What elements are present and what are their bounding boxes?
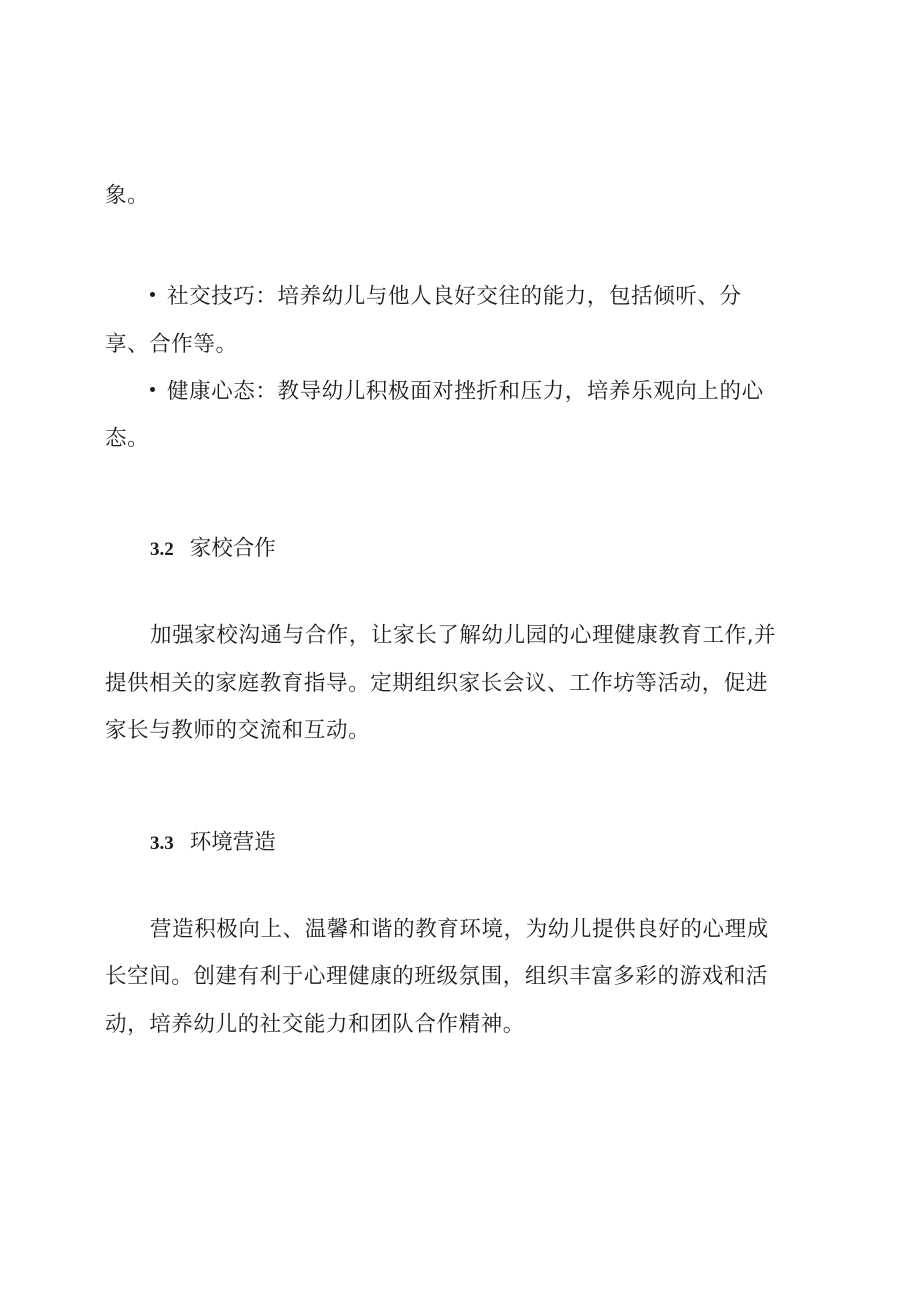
paragraph-line: 长空间。创建有利于心理健康的班级氛围，组织丰富多彩的游戏和活 xyxy=(105,964,769,989)
section-heading-3-3 xyxy=(150,828,276,859)
bullet-icon xyxy=(150,292,155,297)
section-title: 家校合作 xyxy=(189,536,276,561)
paragraph-line: 提供相关的家庭教育指导。定期组织家长会议、工作坊等活动，促进 xyxy=(105,671,769,696)
paragraph-line: 动，培养幼儿的社交能力和团队合作精神。 xyxy=(105,1012,525,1037)
section-title: 环境营造 xyxy=(189,830,276,855)
bullet-item-social-skills-line-1: 社交技巧：培养幼儿与他人良好交往的能力，包括倾听、分 xyxy=(150,282,742,312)
bullet-icon xyxy=(150,387,155,392)
paragraph-line: 加强家校沟通与合作，让家长了解幼儿园的心理健康教育工作,并 xyxy=(150,623,777,648)
intro-tail-text: 象。 xyxy=(105,183,150,208)
paragraph-line: 营造积极向上、温馨和谐的教育环境，为幼儿提供良好的心理成 xyxy=(150,917,769,942)
section-number: 3.2 xyxy=(150,539,174,560)
section-number: 3.3 xyxy=(150,833,174,854)
bullet-item-social-skills-line-2: 享、合作等。 xyxy=(105,332,238,357)
section-heading-3-2 xyxy=(150,534,276,565)
bullet-item-healthy-mindset-line-2: 态。 xyxy=(105,426,150,451)
bullet-item-healthy-mindset-line-1: 健康心态：教导幼儿积极面对挫折和压力，培养乐观向上的心 xyxy=(150,377,764,407)
paragraph-line: 家长与教师的交流和互动。 xyxy=(105,718,371,743)
